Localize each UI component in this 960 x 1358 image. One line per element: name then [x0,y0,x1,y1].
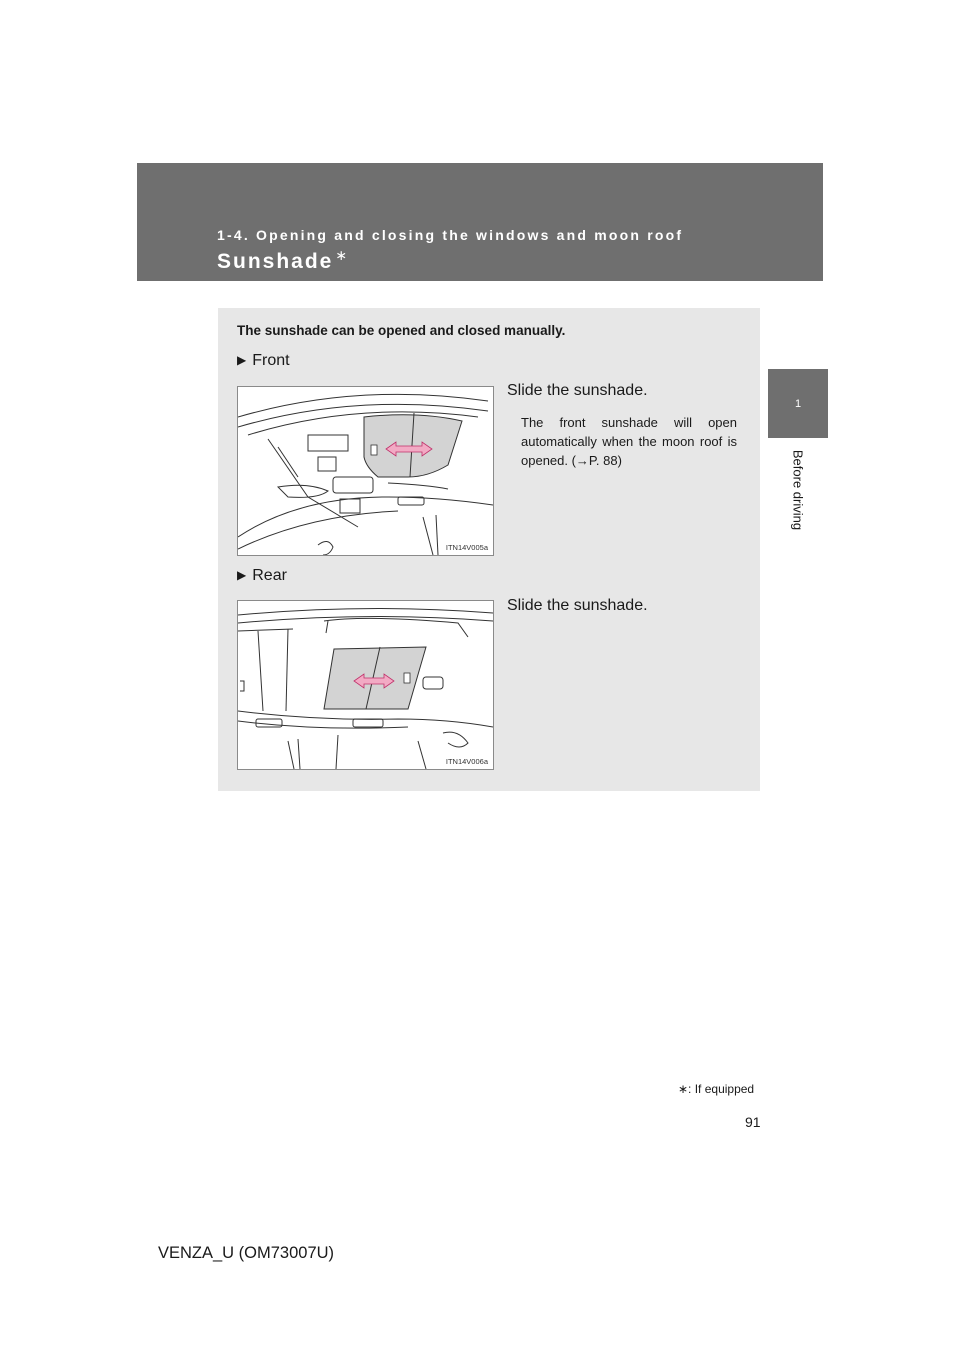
rear-heading [237,567,287,585]
page-number: 91 [745,1114,761,1130]
section-label: 1-4. Opening and closing the windows and moon roof [217,227,684,243]
equipped-mark: ∗ [335,247,350,263]
page-title-text: Sunshade [217,250,334,273]
front-heading-label: Front [252,352,290,369]
footnote: ∗: If equipped [678,1082,755,1096]
rear-image-code: ITN14V006a [445,757,488,766]
bullet-arrow-icon: ▶ [237,568,247,582]
content-panel [218,308,760,791]
chapter-label: Before driving [790,449,806,531]
rear-sunshade-drawing [238,601,493,769]
front-image-code: ITN14V005a [445,543,488,552]
bullet-arrow-icon: ▶ [237,353,247,367]
chapter-tab[interactable]: 1 [768,369,828,438]
front-heading [237,352,290,370]
front-note: The front sunshade will open automatically when the moon roof is opened. (→P. 88) [521,415,737,468]
intro-text: The sunshade can be opened and closed manually. [237,323,566,338]
section-header [137,163,823,281]
front-sunshade-drawing [238,387,493,555]
rear-instruction: Slide the sunshade. [507,597,648,614]
page-title [217,247,349,274]
rear-heading-label: Rear [252,567,287,584]
rear-sunshade-illustration [237,600,494,770]
front-sunshade-illustration [237,386,494,556]
document-id: VENZA_U (OM73007U) [158,1244,335,1262]
front-instruction: Slide the sunshade. [507,382,648,399]
